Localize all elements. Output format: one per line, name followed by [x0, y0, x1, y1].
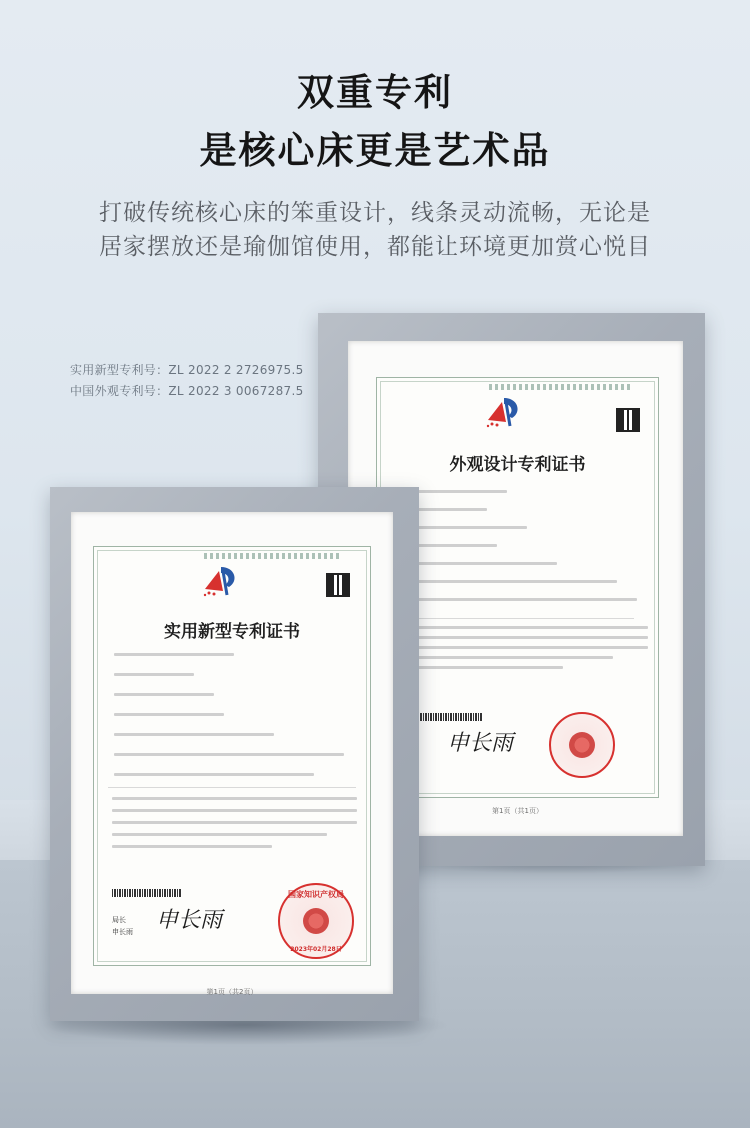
qr-code-icon [616, 408, 640, 432]
body-text [413, 656, 613, 659]
director-signature: 申长雨 [156, 908, 223, 933]
national-emblem-icon [303, 908, 329, 934]
national-emblem-icon [569, 732, 595, 758]
utility-certificate-title: 实用新型专利证书 [164, 622, 300, 642]
certificate-border-flourish [489, 384, 630, 390]
divider [108, 787, 356, 788]
design-patent-number: 中国外观专利号：ZL 2022 3 0067287.5 [70, 384, 304, 398]
certificate-border-flourish [204, 553, 342, 559]
headline-line-1: 双重专利 [297, 71, 453, 114]
headline-line-2: 是核心床更是艺术品 [199, 129, 551, 172]
description-line-2: 居家摆放还是瑜伽馆使用，都能让环境更加赏心悦目 [99, 234, 651, 260]
patent-office-logo-icon [199, 563, 245, 599]
body-text [413, 666, 563, 669]
body-text [112, 797, 357, 800]
field-text [417, 508, 487, 511]
official-red-seal [278, 883, 354, 959]
body-text [112, 821, 357, 824]
page-footer: 第1页（共1页） [492, 807, 543, 815]
body-text [413, 646, 648, 649]
field-text [114, 773, 314, 776]
frame-mat [71, 512, 393, 994]
seal-text: 国家知识产权局 [288, 890, 344, 899]
director-signature: 申长雨 [447, 731, 514, 756]
field-text [417, 580, 617, 583]
body-text [112, 845, 272, 848]
body-text [413, 636, 648, 639]
field-text [114, 693, 214, 696]
barcode [413, 713, 483, 721]
field-text [114, 713, 224, 716]
utility-patent-certificate [93, 546, 371, 996]
description-line-1: 打破传统核心床的笨重设计，线条灵动流畅，无论是 [99, 200, 651, 226]
barcode [112, 889, 182, 897]
field-text [114, 753, 344, 756]
signer-title: 局长 [112, 916, 126, 924]
seal-date: 2023年02月28日 [290, 946, 342, 953]
divider [407, 618, 634, 619]
body-text [112, 809, 357, 812]
field-text [417, 562, 557, 565]
utility-patent-number: 实用新型专利号：ZL 2022 2 2726975.5 [70, 363, 304, 377]
field-text [417, 526, 527, 529]
field-text [417, 598, 637, 601]
qr-code-icon [326, 573, 350, 597]
page-footer: 第1页（共2页） [206, 988, 258, 996]
field-text [114, 733, 274, 736]
field-text [417, 490, 507, 493]
utility-patent-frame [50, 487, 419, 1021]
design-certificate-title: 外观设计专利证书 [449, 455, 586, 475]
body-text [413, 626, 648, 629]
signer-name: 申长雨 [112, 928, 133, 936]
official-red-seal [549, 712, 615, 778]
body-text [112, 833, 327, 836]
field-text [114, 653, 234, 656]
patent-office-logo-icon [482, 394, 528, 430]
field-text [417, 544, 497, 547]
field-text [114, 673, 194, 676]
